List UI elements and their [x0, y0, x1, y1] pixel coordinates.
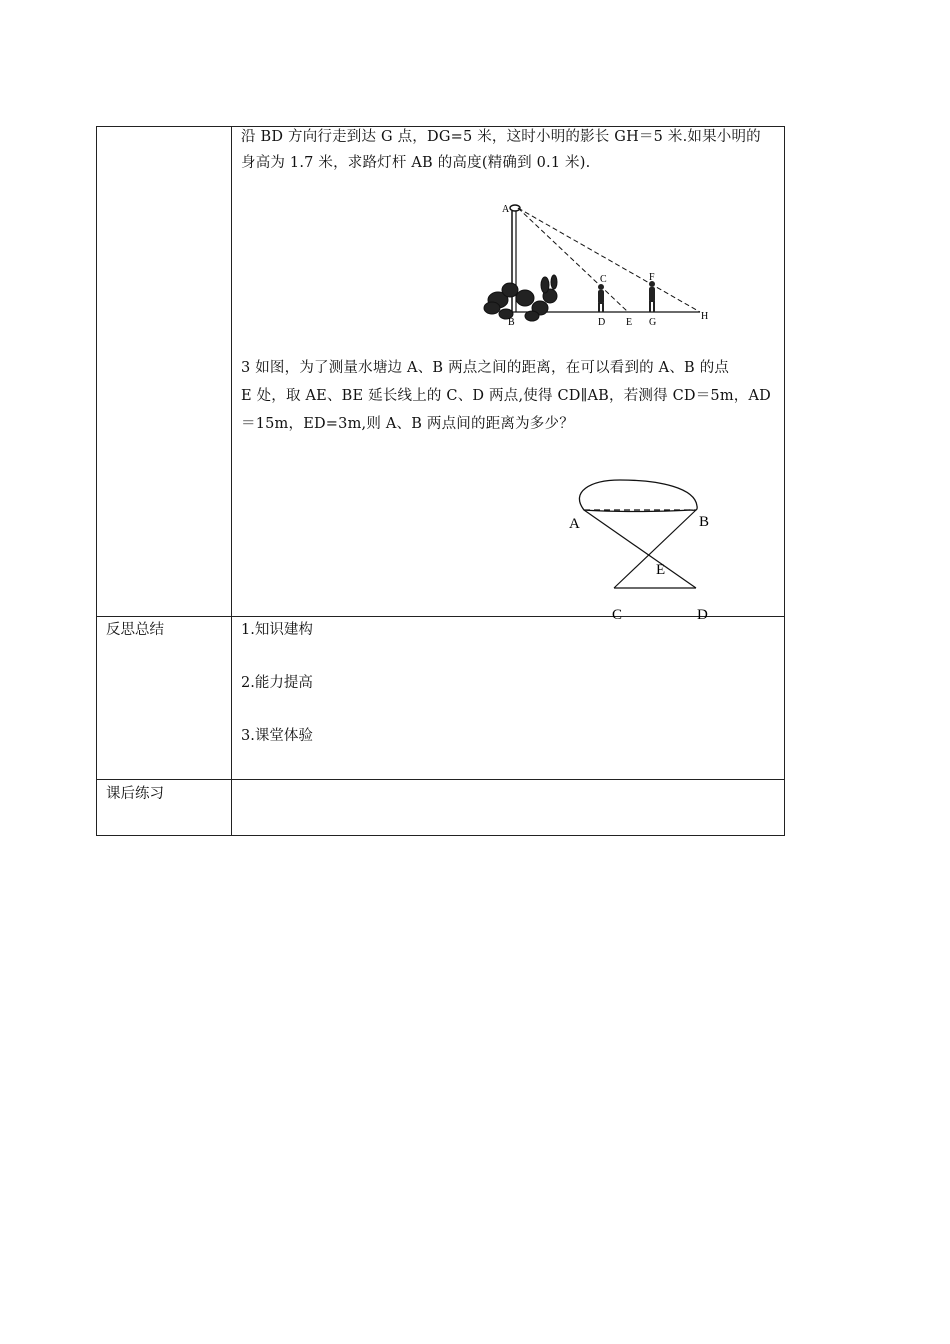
fig1-label-f: F	[649, 272, 655, 283]
fig1-label-g: G	[649, 317, 657, 328]
fig1-label-a: A	[502, 204, 510, 215]
fig2-label-d: D	[697, 607, 708, 623]
person-at-d	[598, 284, 604, 312]
problem2-line1: 沿 BD 方向行走到达 G 点，DG=5 米，这时小明的影长 GH＝5 米.如果小明的	[241, 129, 761, 145]
streetlamp-figure	[470, 190, 720, 330]
fig1-label-c: C	[600, 274, 607, 285]
reflection-item-2: 2.能力提高	[241, 675, 313, 691]
bushes-decoration	[484, 275, 557, 321]
fig2-label-a: A	[569, 516, 580, 532]
table-border-left	[96, 126, 97, 836]
fig2-label-e: E	[656, 562, 666, 578]
problem2-line2: 身高为 1.7 米，求路灯杆 AB 的高度(精确到 0.1 米).	[241, 155, 591, 171]
problem3-line2: E 处，取 AE、BE 延长线上的 C、D 两点,使得 CD∥AB，若测得 CD＝5m，AD	[241, 388, 772, 404]
fig2-label-c: C	[612, 607, 623, 623]
homework-label: 课后练习	[106, 786, 164, 802]
table-column-divider	[231, 126, 232, 836]
problem3-text	[241, 354, 781, 438]
fig1-label-d: D	[598, 317, 606, 328]
fig1-label-h: H	[701, 311, 709, 322]
reflection-item-1: 1.知识建构	[241, 622, 313, 638]
reflection-item-3: 3.课堂体验	[241, 728, 313, 744]
row-divider-homework	[96, 779, 785, 780]
problem3-line3: ＝15m，ED=3m,则 A、B 两点间的距离为多少？	[241, 416, 574, 432]
table-border-right	[784, 126, 785, 836]
segment-ad	[584, 510, 696, 588]
problem3-line1: 3 如图，为了测量水塘边 A、B 两点之间的距离，在可以看到的 A、B 的点	[241, 360, 730, 376]
fig2-label-b: B	[699, 514, 710, 530]
person-at-g	[649, 281, 655, 312]
fig1-label-e: E	[626, 317, 633, 328]
ray-a-e	[518, 208, 628, 312]
fig1-label-b: B	[508, 317, 515, 328]
segment-bc	[614, 510, 696, 588]
pond-figure	[560, 470, 730, 630]
table-border-bottom	[96, 835, 785, 836]
problem2-text	[241, 124, 781, 176]
reflection-label: 反思总结	[106, 622, 164, 638]
pond-outline	[579, 480, 697, 512]
